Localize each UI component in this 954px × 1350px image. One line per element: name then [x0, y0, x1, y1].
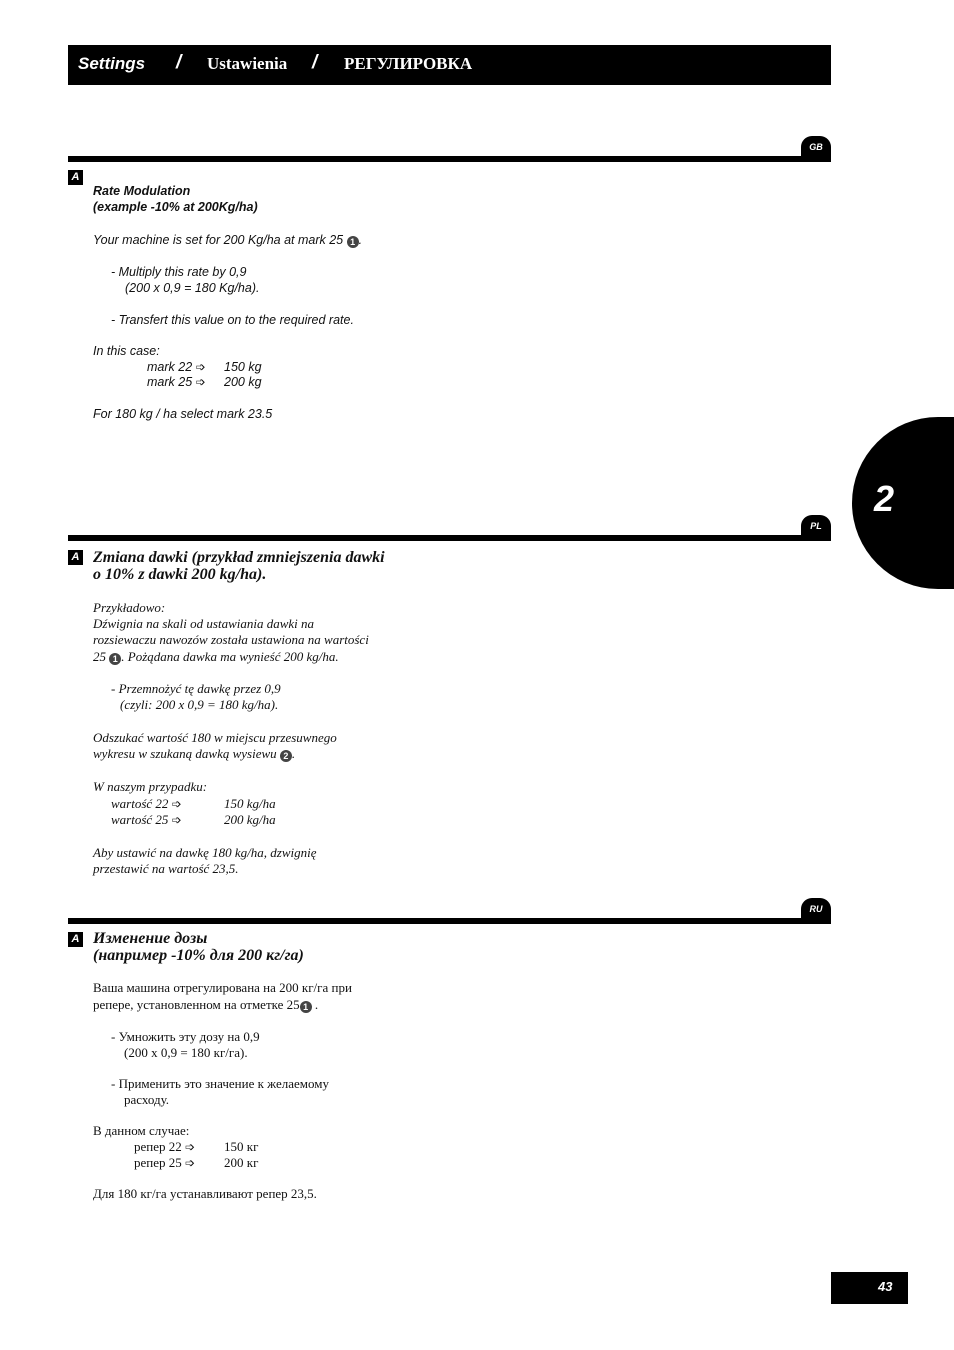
case-value: 200 kg [224, 375, 262, 389]
section-title: Zmiana dawki (przykład zmniejszenia dawki [93, 549, 385, 566]
language-badge-gb: GB [801, 136, 831, 158]
page-header [68, 45, 831, 85]
case-value: 200 кг [224, 1155, 259, 1170]
conclusion: For 180 kg / ha select mark 23.5 [93, 407, 273, 421]
page-number: 43 [878, 1279, 893, 1294]
arrow-right-icon: ➩ [185, 1156, 196, 1170]
paragraph-line: Przykładowo: [93, 600, 166, 615]
chapter-number: 2 [874, 478, 895, 519]
list-item: - Применить это значение к желаемому [111, 1076, 329, 1091]
list-item: - Умножить эту дозу на 0,9 [111, 1029, 260, 1044]
section-divider [68, 918, 831, 924]
text: репере, установленном на отметке 25 [93, 997, 300, 1012]
case-mark: wartość 22 [111, 796, 169, 811]
paragraph-line: rozsiewaczu nawozów została ustawiona na wartości [93, 632, 369, 647]
list-item: - Multiply this rate by 0,9 [111, 265, 247, 279]
section-title: Rate Modulation [93, 184, 191, 198]
case-value: 200 kg/ha [224, 812, 276, 827]
case-mark: репер 25 [134, 1155, 182, 1170]
text: . Pożądana dawka ma wynieść 200 kg/ha. [121, 649, 339, 664]
language-badge-ru: RU [801, 898, 831, 920]
conclusion: przestawić na wartość 23,5. [93, 861, 239, 876]
text: wykresu w szukaną dawką wysiewu [93, 746, 277, 761]
paragraph-line: Odszukać wartość 180 w miejscu przesuwnego [93, 730, 337, 745]
text: 25 [93, 649, 106, 664]
header-separator: / [312, 52, 318, 73]
paragraph-line: Ваша машина отрегулирована на 200 кг/га при [93, 980, 352, 995]
section-subtitle: (например -10% для 200 кг/га) [93, 947, 304, 964]
case-row [134, 1155, 195, 1171]
callout-two-icon: 2 [280, 750, 292, 762]
paragraph [93, 232, 362, 248]
section-subtitle: (example -10% at 200Kg/ha) [93, 200, 258, 214]
paragraph-line [93, 649, 339, 666]
arrow-right-icon: ➩ [195, 360, 206, 374]
text: . [291, 746, 296, 761]
section-divider [68, 535, 831, 541]
case-label: В данном случае: [93, 1123, 190, 1138]
arrow-right-icon: ➩ [171, 813, 182, 827]
callout-one-icon: 1 [109, 653, 121, 665]
paragraph-line [93, 746, 295, 763]
section-subtitle: o 10% z dawki 200 kg/ha). [93, 566, 267, 583]
callout-one-icon: 1 [300, 1001, 312, 1013]
conclusion: Aby ustawić na dawkę 180 kg/ha, dzwignię [93, 845, 317, 860]
callout-one-icon: 1 [347, 236, 359, 248]
list-item-detail: расходу. [124, 1092, 170, 1107]
section-divider [68, 156, 831, 162]
section-title: Изменение дозы [93, 930, 208, 947]
list-item: - Transfert this value on to the required rate. [111, 313, 354, 327]
arrow-right-icon: ➩ [185, 1140, 196, 1154]
header-title-pl: Ustawienia [207, 54, 288, 73]
list-item-detail: (200 x 0,9 = 180 кг/га). [124, 1045, 248, 1060]
list-item: - Przemnożyć tę dawkę przez 0,9 [111, 681, 281, 696]
paragraph-line [93, 997, 318, 1013]
case-row [111, 812, 182, 829]
conclusion: Для 180 кг/га устанавливают репер 23,5. [93, 1186, 317, 1201]
text: . [358, 233, 363, 247]
case-value: 150 кг [224, 1139, 259, 1154]
case-mark: mark 22 [147, 360, 193, 374]
arrow-right-icon: ➩ [195, 375, 206, 389]
case-row [147, 374, 206, 390]
case-mark: mark 25 [147, 375, 193, 389]
case-row [111, 796, 182, 813]
header-separator: / [176, 52, 182, 73]
section-marker: A [68, 550, 83, 565]
text: . [311, 997, 319, 1012]
case-value: 150 kg [224, 360, 262, 374]
header-title-en: Settings [78, 54, 146, 73]
text: Your machine is set for 200 Kg/ha at mark 25 [93, 233, 344, 247]
section-marker: A [68, 932, 83, 947]
chapter-tab [852, 417, 954, 589]
case-row [147, 359, 206, 375]
paragraph-line: Dźwignia na skali od ustawiania dawki na [93, 616, 315, 631]
page-number-box [831, 1272, 908, 1304]
header-title-ru: РЕГУЛИРОВКА [344, 54, 473, 73]
list-item-detail: (czyli: 200 x 0,9 = 180 kg/ha). [120, 697, 279, 712]
list-item-detail: (200 x 0,9 = 180 Kg/ha). [125, 281, 260, 295]
case-value: 150 kg/ha [224, 796, 276, 811]
case-label: W naszym przypadku: [93, 779, 208, 794]
case-label: In this case: [93, 344, 160, 358]
case-mark: wartość 25 [111, 812, 169, 827]
case-mark: репер 22 [134, 1139, 182, 1154]
language-badge-pl: PL [801, 515, 831, 537]
arrow-right-icon: ➩ [171, 797, 182, 811]
section-marker: A [68, 170, 83, 185]
case-row [134, 1139, 195, 1155]
